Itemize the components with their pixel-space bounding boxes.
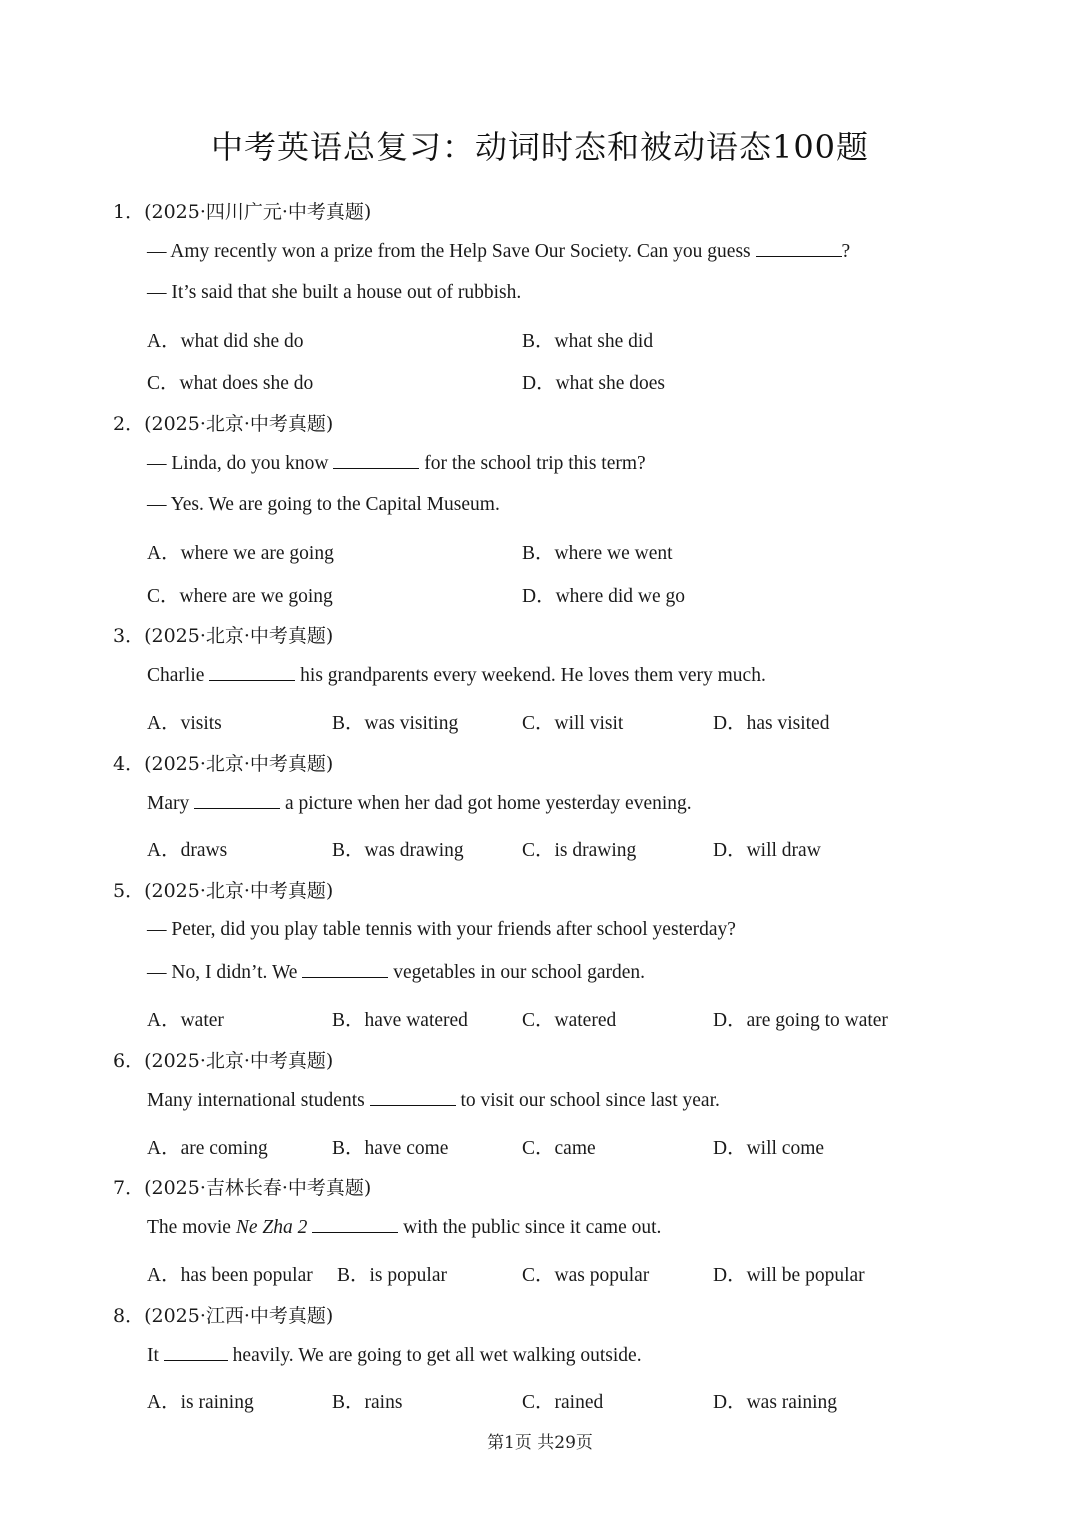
option-d: D．what she does — [522, 373, 665, 394]
option-d: D．are going to water — [713, 1010, 888, 1031]
question-line: — Yes. We are going to the Capital Museum. — [147, 494, 500, 515]
option-c: C．is drawing — [522, 840, 637, 861]
option-d: D．where did we go — [522, 586, 686, 607]
option-d: D．will come — [713, 1138, 825, 1159]
question-header: 4．(2025·北京·中考真题) — [113, 753, 334, 775]
question-line: It heavily. We are going to get all wet walking outside. — [147, 1345, 642, 1366]
option-a: A．has been popular — [147, 1265, 313, 1286]
option-a: A．is raining — [147, 1392, 254, 1413]
option-d: D．has visited — [713, 713, 830, 734]
question-header: 6．(2025·北京·中考真题) — [113, 1050, 334, 1072]
option-c: C．watered — [522, 1010, 617, 1031]
option-c: C．what does she do — [147, 373, 314, 394]
option-b: B．where we went — [522, 543, 673, 564]
option-a: A．water — [147, 1010, 224, 1031]
question-line: — Amy recently won a prize from the Help Save Our Society. Can you guess ? — [147, 241, 851, 262]
option-b: B．have watered — [332, 1010, 468, 1031]
question-header: 7．(2025·吉林长春·中考真题) — [113, 1177, 372, 1199]
option-a: A．where we are going — [147, 543, 334, 564]
option-d: D．was raining — [713, 1392, 838, 1413]
question-header: 2．(2025·北京·中考真题) — [113, 413, 334, 435]
option-a: A．are coming — [147, 1138, 268, 1159]
question-line: — Linda, do you know for the school trip this term? — [147, 453, 646, 474]
option-c: C．where are we going — [147, 586, 333, 607]
option-b: B．is popular — [337, 1265, 447, 1286]
option-a: A．draws — [147, 840, 228, 861]
option-a: A．what did she do — [147, 331, 304, 352]
question-header: 3．(2025·北京·中考真题) — [113, 625, 334, 647]
option-d: D．will draw — [713, 840, 821, 861]
option-b: B．was visiting — [332, 713, 459, 734]
question-line: — No, I didn’t. We vegetables in our school garden. — [147, 962, 645, 983]
option-b: B．rains — [332, 1392, 403, 1413]
question-header: 1．(2025·四川广元·中考真题) — [113, 201, 372, 223]
question-header: 8．(2025·江西·中考真题) — [113, 1305, 334, 1327]
option-c: C．came — [522, 1138, 596, 1159]
question-line: — It’s said that she built a house out of rubbish. — [147, 282, 522, 303]
option-b: B．have come — [332, 1138, 449, 1159]
question-line: Charlie his grandparents every weekend. He loves them very much. — [147, 665, 766, 686]
option-d: D．will be popular — [713, 1265, 865, 1286]
option-a: A．visits — [147, 713, 222, 734]
question-line: — Peter, did you play table tennis with your friends after school yesterday? — [147, 919, 736, 940]
page-footer: 第1页 共29页 — [487, 1433, 593, 1453]
question-line: Many international students to visit our school since last year. — [147, 1090, 720, 1111]
option-b: B．what she did — [522, 331, 654, 352]
question-header: 5．(2025·北京·中考真题) — [113, 880, 334, 902]
option-c: C．rained — [522, 1392, 604, 1413]
question-line: Mary a picture when her dad got home yesterday evening. — [147, 793, 692, 814]
question-line: The movie Ne Zha 2 with the public since it came out. — [147, 1217, 662, 1238]
option-b: B．was drawing — [332, 840, 464, 861]
option-c: C．will visit — [522, 713, 624, 734]
page-title: 中考英语总复习：动词时态和被动语态100题 — [210, 128, 870, 166]
option-c: C．was popular — [522, 1265, 650, 1286]
